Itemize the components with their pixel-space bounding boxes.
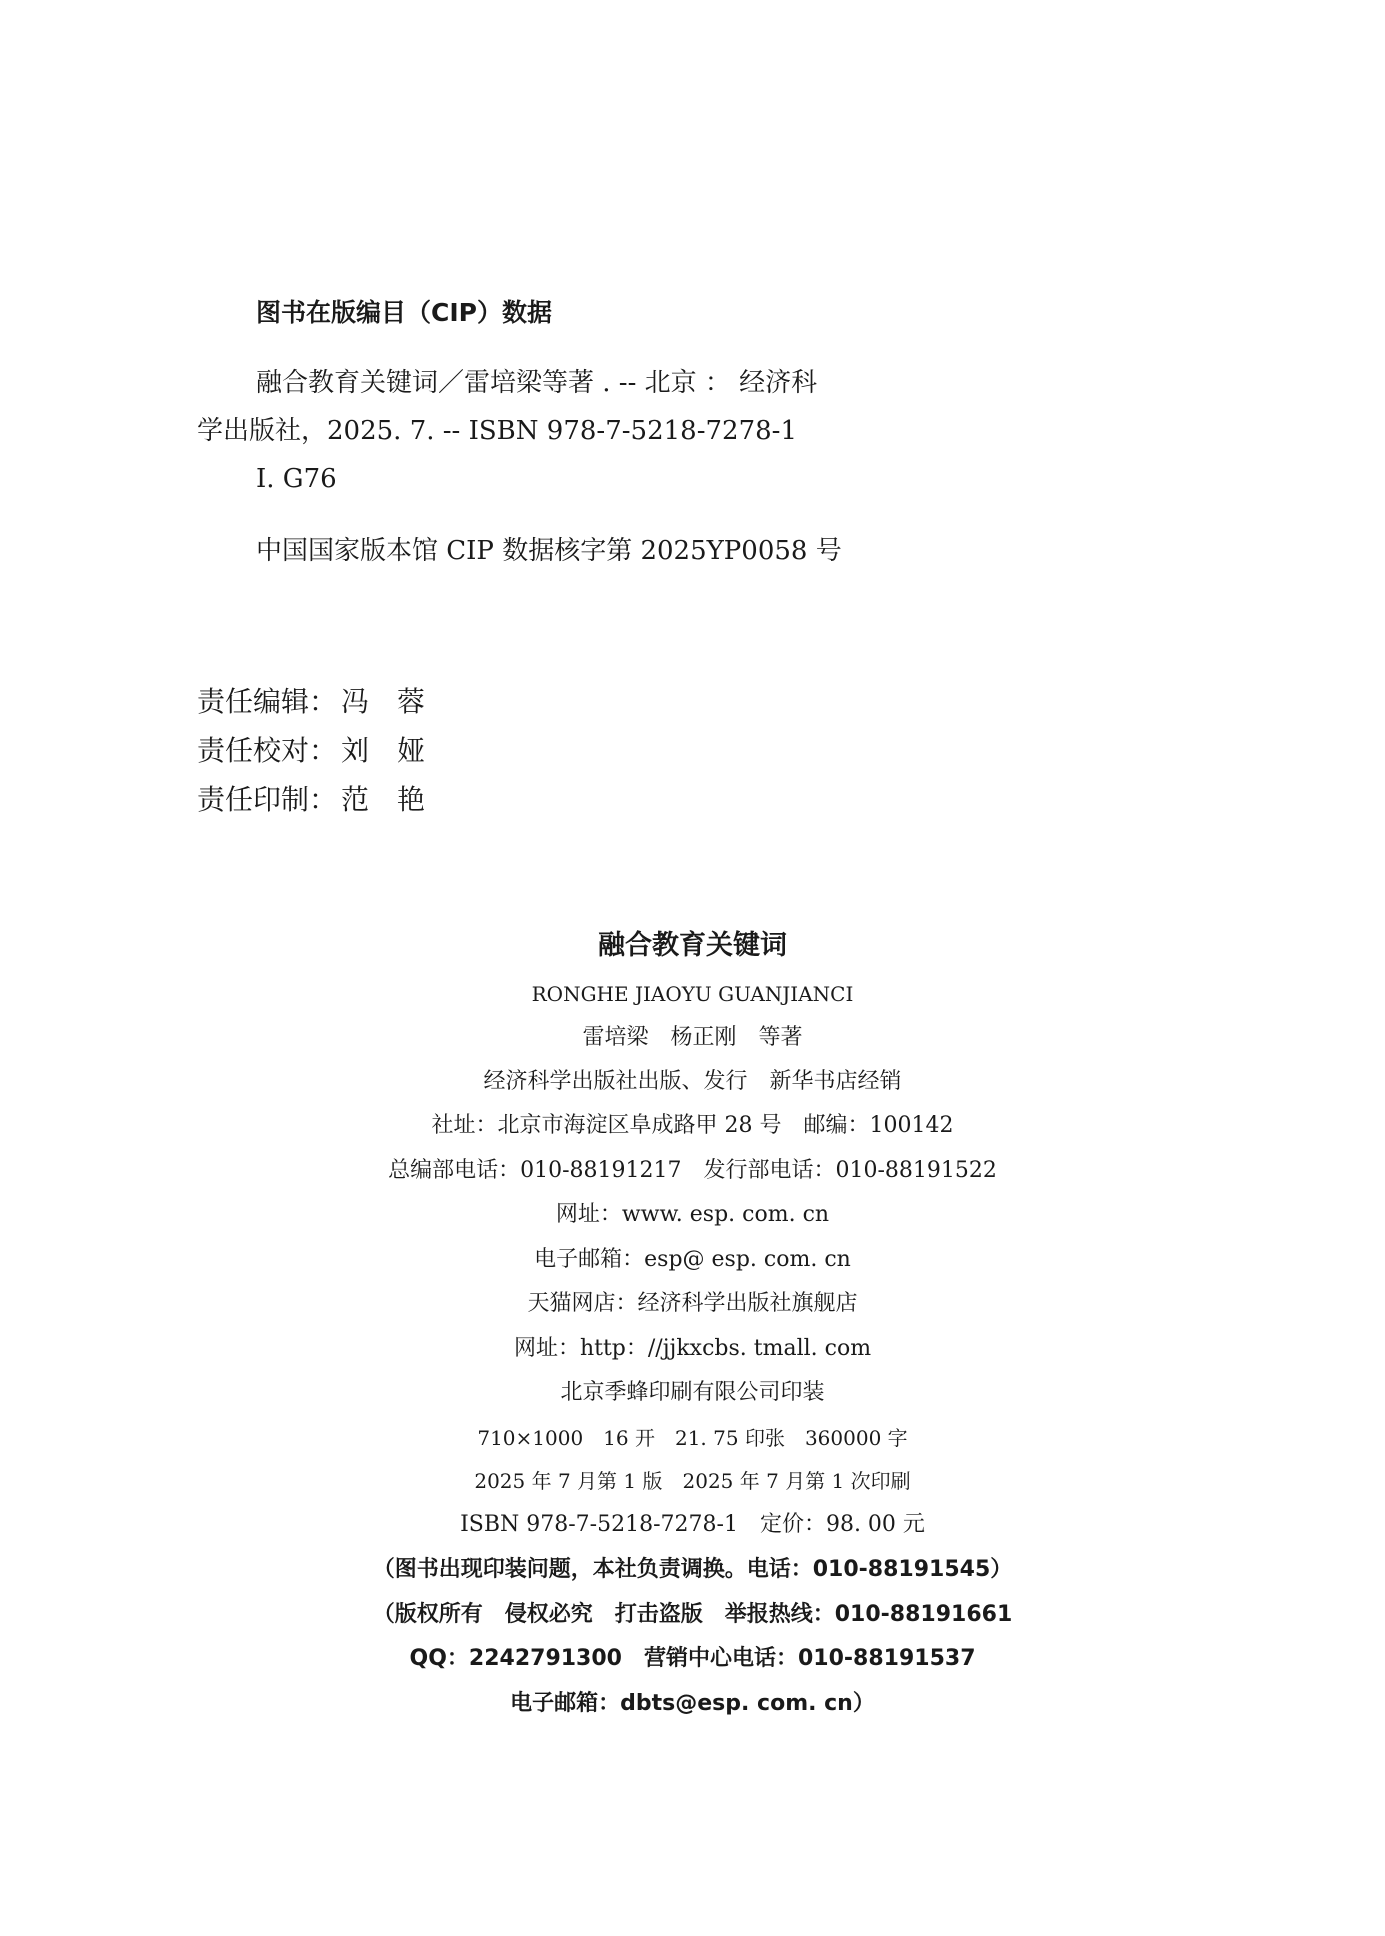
- notice-line-3: QQ：2242791300 营销中心电话：010-88191537: [409, 1646, 976, 1671]
- cip-line-2: 学出版社，2025. 7. -- ISBN 978-7-5218-7278-1: [197, 416, 797, 446]
- book-pinyin-title: RONGHE JIAOYU GUANJIANCI: [531, 982, 854, 1006]
- edition-line: 2025 年 7 月第 1 版 2025 年 7 月第 1 次印刷: [474, 1469, 911, 1493]
- publisher-phones: 总编部电话：010-88191217 发行部电话：010-88191522: [388, 1158, 997, 1183]
- publisher-address: 社址：北京市海淀区阜成路甲 28 号 邮编：100142: [431, 1113, 954, 1138]
- credit-role: 责任印制：: [197, 783, 338, 816]
- credit-printing: [197, 783, 426, 816]
- publisher-email: 电子邮箱：esp@ esp. com. cn: [534, 1247, 851, 1272]
- notice-line-1: （图书出现印装问题，本社负责调换。电话：010-88191545）: [372, 1557, 1013, 1582]
- notice-line-2: （版权所有 侵权必究 打击盗版 举报热线：010-88191661: [372, 1602, 1013, 1627]
- printer-line: 北京季蜂印刷有限公司印装: [560, 1380, 825, 1405]
- credit-role: 责任编辑：: [197, 685, 338, 718]
- cip-line-3: Ⅰ. G76: [256, 464, 337, 494]
- book-authors: 雷培梁 杨正刚 等著: [582, 1025, 803, 1050]
- credit-role: 责任校对：: [197, 734, 338, 767]
- publisher-website: 网址：www. esp. com. cn: [555, 1202, 830, 1227]
- book-title: 融合教育关键词: [598, 930, 787, 961]
- isbn-price: ISBN 978-7-5218-7278-1 定价：98. 00 元: [460, 1512, 925, 1537]
- cip-line-1: 融合教育关键词／雷培梁等著 . -- 北京 ： 经济科: [256, 368, 818, 398]
- tmall-url: 网址：http：//jjkxcbs. tmall. com: [513, 1336, 872, 1361]
- credit-name: 范 艳: [341, 783, 426, 816]
- credit-name: 刘 娅: [341, 734, 426, 767]
- credit-proofreader: [197, 734, 426, 767]
- notice-line-4: 电子邮箱：dbts@esp. com. cn）: [510, 1691, 875, 1716]
- credit-name: 冯 蓉: [341, 685, 426, 718]
- cip-heading: 图书在版编目（CIP）数据: [256, 298, 552, 327]
- publisher-line: 经济科学出版社出版、发行 新华书店经销: [483, 1069, 902, 1094]
- cip-line-4: 中国国家版本馆 CIP 数据核字第 2025YP0058 号: [256, 536, 842, 566]
- tmall-store: 天猫网店：经济科学出版社旗舰店: [527, 1291, 858, 1316]
- book-specs: 710×1000 16 开 21. 75 印张 360000 字: [477, 1426, 908, 1450]
- credit-editor: [197, 685, 426, 718]
